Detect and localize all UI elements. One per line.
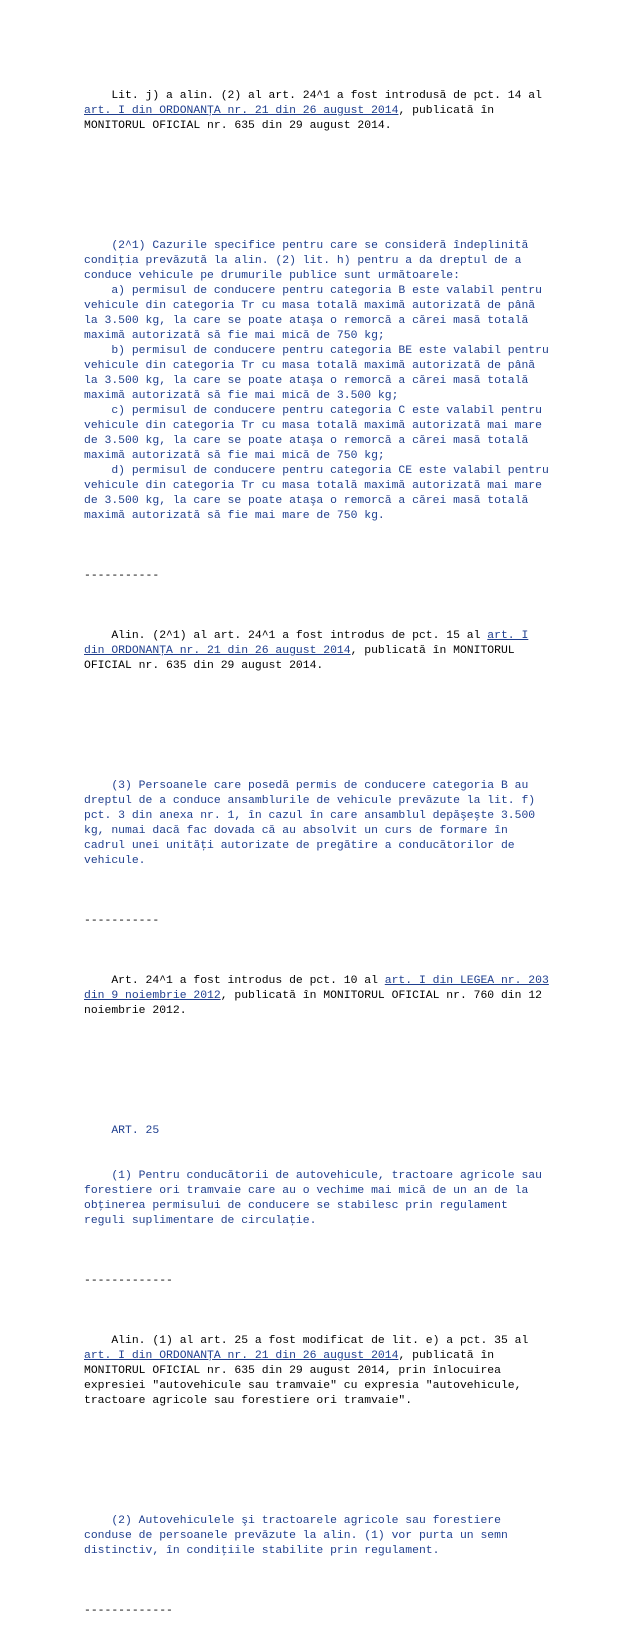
note-text: , publicată în MONITORUL xyxy=(350,645,515,657)
ordinance-link[interactable]: din ORDONANŢA nr. 21 din 26 august 2014 xyxy=(84,645,351,657)
note-text: Lit. j) a alin. (2) al art. 24^1 a fost introdusă de pct. 14 al xyxy=(84,90,542,102)
text-line: la 3.500 kg, la care se poate ataşa o remorcă a cărei masă totală xyxy=(84,375,529,387)
note-text: , publicată în MONITORUL OFICIAL nr. 760 din 12 xyxy=(220,990,542,1002)
text-line: maximă autorizată să fie mai mică de 3.500 kg; xyxy=(84,390,399,402)
note-text: , publicată în xyxy=(398,105,495,117)
ordinance-link[interactable]: art. I din ORDONANŢA nr. 21 din 26 august 2014 xyxy=(84,1350,399,1362)
paragraph-25-1 xyxy=(84,1169,584,1229)
text-line: vehicule din categoria Tr cu masa totală maximă autorizată de până xyxy=(84,360,536,372)
text-line: forestiere ori tramvaie care au o vechime mai mică de un an de la xyxy=(84,1185,529,1197)
text-line: c) permisul de conducere pentru categoria C este valabil pentru xyxy=(84,405,542,417)
law-link[interactable]: din 9 noiembrie 2012 xyxy=(84,990,221,1002)
note-text: Alin. (2^1) al art. 24^1 a fost introdus de pct. 15 al xyxy=(84,630,488,642)
note-alin-2-1 xyxy=(84,629,584,674)
text-line: conduce vehicule pe drumurile publice sunt următoarele: xyxy=(84,270,460,282)
article-heading: ART. 25 xyxy=(84,1125,160,1137)
text-line: distinctiv, în condiţiile stabilite prin regulament. xyxy=(84,1545,440,1557)
separator: ----------- xyxy=(84,570,160,582)
law-link[interactable]: art. I din LEGEA nr. 203 xyxy=(384,975,549,987)
text-line: cadrul unei unităţi autorizate de pregătire a conducătorilor de xyxy=(84,840,515,852)
separator: ------------- xyxy=(84,1275,173,1287)
note-text: Art. 24^1 a fost introdus de pct. 10 al xyxy=(84,975,385,987)
ordinance-link[interactable]: art. I xyxy=(487,630,529,642)
note-text: MONITORUL OFICIAL nr. 635 din 29 august 2014. xyxy=(84,120,392,132)
text-line: dreptul de a conduce ansamblurile de vehicule prevăzute la lit. f) xyxy=(84,795,536,807)
paragraph-2-1 xyxy=(84,239,584,524)
note-text: MONITORUL OFICIAL nr. 635 din 29 august 2014, prin înlocuirea xyxy=(84,1365,501,1377)
text-line: (2) Autovehiculele şi tractoarele agricole sau forestiere xyxy=(84,1515,501,1527)
note-text: noiembrie 2012. xyxy=(84,1005,187,1017)
text-line: d) permisul de conducere pentru categoria CE este valabil pentru xyxy=(84,465,549,477)
text-line: pct. 3 din anexa nr. 1, în cazul în care ansamblul depăşeşte 3.500 xyxy=(84,810,536,822)
document-page xyxy=(84,44,584,1649)
text-line: obţinerea permisului de conducere se stabilesc prin regulament xyxy=(84,1200,508,1212)
note-text: Alin. (1) al art. 25 a fost modificat de lit. e) a pct. 35 al xyxy=(84,1335,529,1347)
text-line: maximă autorizată să fie mai mică de 750 kg; xyxy=(84,450,385,462)
separator: ----------- xyxy=(84,915,160,927)
text-line: (2^1) Cazurile specifice pentru care se consideră îndeplinită xyxy=(84,240,529,252)
text-line: vehicule din categoria Tr cu masa totală maximă autorizată mai mare xyxy=(84,480,542,492)
separator: ------------- xyxy=(84,1605,173,1617)
text-line: (1) Pentru conducătorii de autovehicule, tractoare agricole sau xyxy=(84,1170,542,1182)
note-alin-25-1 xyxy=(84,1334,584,1409)
text-line: la 3.500 kg, la care se poate ataşa o remorcă a cărei masă totală xyxy=(84,315,529,327)
note-lit-j xyxy=(84,89,584,134)
text-line: vehicule din categoria Tr cu masa totală maximă autorizată de până xyxy=(84,300,536,312)
note-text: tractoare agricole sau forestiere ori tramvaie". xyxy=(84,1395,413,1407)
text-line: a) permisul de conducere pentru categoria B este valabil pentru xyxy=(84,285,542,297)
text-line: maximă autorizată să fie mai mare de 750 kg. xyxy=(84,510,385,522)
note-text: OFICIAL nr. 635 din 29 august 2014. xyxy=(84,660,324,672)
text-line: de 3.500 kg, la care se poate ataşa o remorcă a cărei masă totală xyxy=(84,435,529,447)
note-text: , publicată în xyxy=(398,1350,495,1362)
text-line: vehicule din categoria Tr cu masa totală maximă autorizată mai mare xyxy=(84,420,542,432)
text-line: vehicule. xyxy=(84,855,146,867)
note-text: expresiei "autovehicule sau tramvaie" cu expresia "autovehicule, xyxy=(84,1380,522,1392)
paragraph-25-2 xyxy=(84,1514,584,1559)
note-art-24-1 xyxy=(84,974,584,1019)
text-line: reguli suplimentare de circulaţie. xyxy=(84,1215,317,1227)
text-line: b) permisul de conducere pentru categoria BE este valabil pentru xyxy=(84,345,549,357)
text-line: maximă autorizată să fie mai mică de 750 kg; xyxy=(84,330,385,342)
text-line: condiţia prevăzută la alin. (2) lit. h) pentru a da dreptul de a xyxy=(84,255,522,267)
paragraph-3 xyxy=(84,779,584,869)
text-line: conduse de persoanele prevăzute la alin. (1) vor purta un semn xyxy=(84,1530,508,1542)
ordinance-link[interactable]: art. I din ORDONANŢA nr. 21 din 26 august 2014 xyxy=(84,105,399,117)
text-line: kg, numai dacă fac dovada că au absolvit un curs de formare în xyxy=(84,825,508,837)
text-line: (3) Persoanele care posedă permis de conducere categoria B au xyxy=(84,780,529,792)
text-line: de 3.500 kg, la care se poate ataşa o remorcă a cărei masă totală xyxy=(84,495,529,507)
